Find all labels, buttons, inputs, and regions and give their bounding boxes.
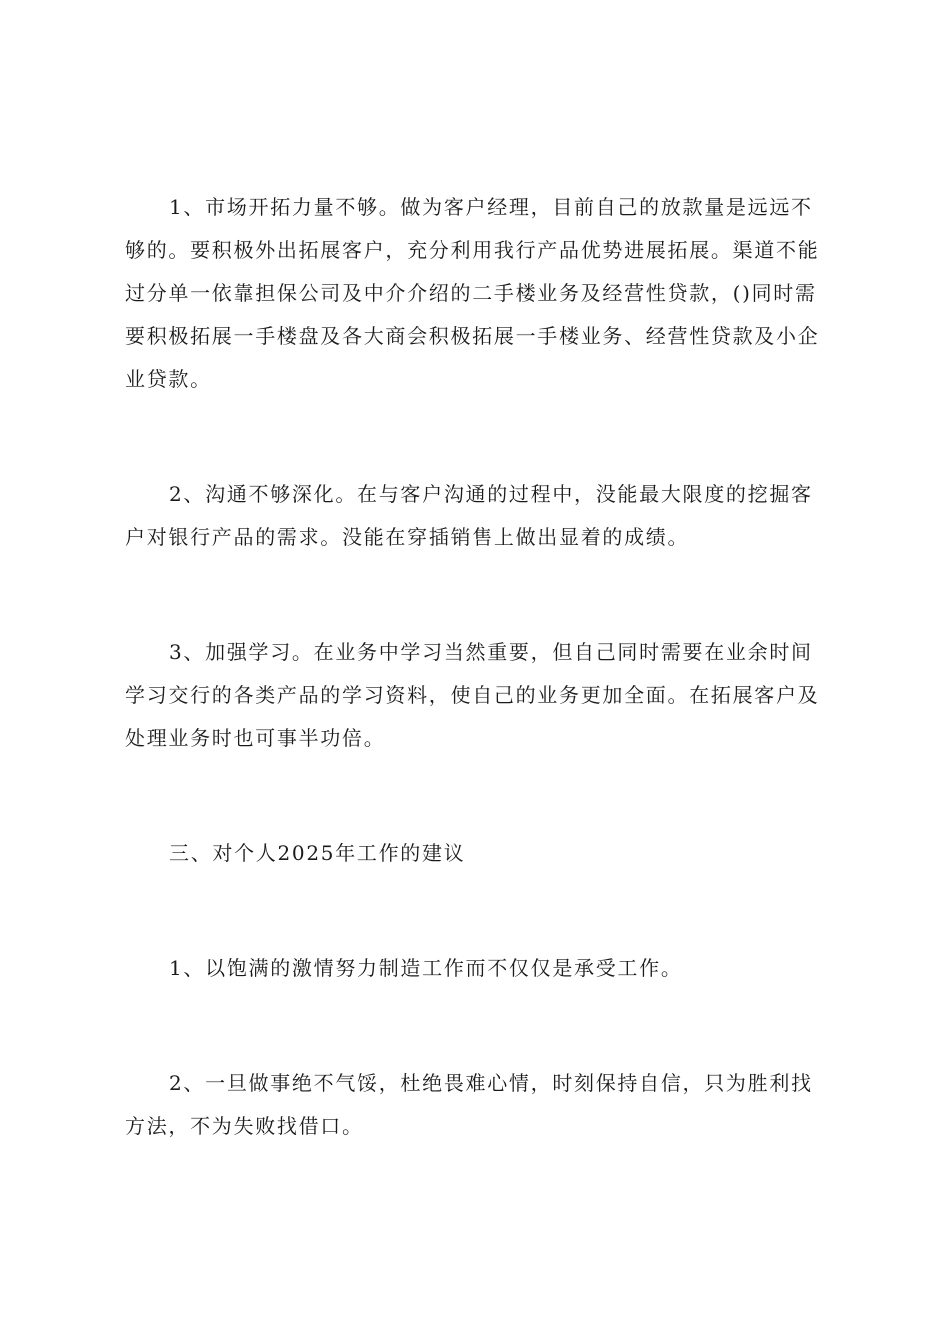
paragraph-market-expansion: 1、市场开拓力量不够。做为客户经理，目前自己的放款量是远远不够的。要积极外出拓展客户，充分利用我行产品优势进展拓展。渠道不能过分单一依靠担保公司及中介介绍的二手楼业务及经营性贷款，()同时需要积极拓展一手楼盘及各大商会积极拓展一手楼业务、经营性贷款及小企业贷款。 (125, 195, 820, 391)
section-heading-suggestions: 三、对个人2025年工作的建议 (169, 841, 466, 865)
document-body (125, 186, 833, 1220)
paragraph-learning: 3、加强学习。在业务中学习当然重要，但自己同时需要在业余时间学习交行的各类产品的学习资料，使自己的业务更加全面。在拓展客户及处理业务时也可事半功倍。 (125, 640, 820, 750)
paragraph-communication: 2、沟通不够深化。在与客户沟通的过程中，没能最大限度的挖掘客户对银行产品的需求。没能在穿插销售上做出显着的成绩。 (125, 482, 813, 549)
paragraph-suggestion-2: 2、一旦做事绝不气馁，杜绝畏难心情，时刻保持自信，只为胜利找方法，不为失败找借口。 (125, 1071, 813, 1138)
paragraph-suggestion-1: 1、以饱满的激情努力制造工作而不仅仅是承受工作。 (169, 956, 683, 980)
